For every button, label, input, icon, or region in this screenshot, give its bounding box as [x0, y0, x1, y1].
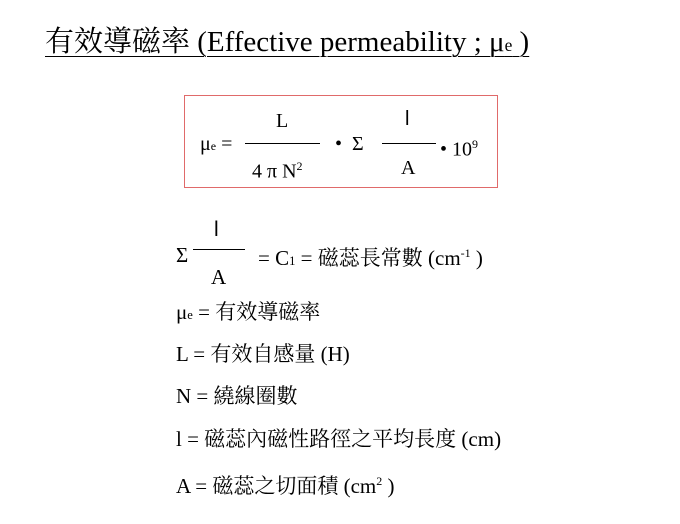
L-definition: L = 有效自感量 (H)	[176, 342, 350, 366]
sigma-def-text	[258, 240, 483, 274]
frac1-numerator: L	[276, 110, 289, 132]
c1-label: = C	[258, 246, 290, 270]
mu-def-text: = 有效導磁率	[192, 300, 321, 324]
ten-power-exponent: 9	[472, 137, 479, 151]
sigma-symbol: Σ	[352, 133, 364, 155]
mu-subscript: e	[210, 139, 217, 153]
formula-tail	[440, 133, 478, 161]
slide-title	[45, 24, 529, 63]
frac2-numerator: l	[405, 108, 410, 130]
A-def-text: A = 磁蕊之切面積 (cm	[176, 474, 377, 498]
frac1-den-exponent: 2	[296, 159, 303, 173]
A-definition	[176, 468, 395, 499]
c1-close: )	[470, 246, 483, 270]
dot-operator: •	[335, 133, 343, 155]
A-def-close: )	[382, 474, 395, 498]
N-definition: N = 繞線圈數	[176, 384, 298, 408]
frac2-bar	[382, 143, 436, 144]
cm2-exponent: 2	[376, 474, 383, 488]
c1-subscript: 1	[289, 254, 296, 268]
formula-lhs	[200, 133, 232, 157]
frac1-denominator	[252, 155, 303, 183]
mu-def-subscript: e	[187, 308, 193, 322]
cm-exponent: -1	[460, 246, 471, 260]
title-text: 有效導磁率 (Effective permeability ; μ	[45, 26, 505, 58]
title-subscript: e	[504, 35, 513, 55]
l-definition: l = 磁蕊內磁性路徑之平均長度 (cm)	[176, 427, 502, 451]
frac2-denominator: A	[401, 157, 416, 179]
sigma-def-numerator: l	[214, 218, 219, 241]
mu-def-symbol: μ	[176, 300, 188, 324]
sigma-def-bar	[193, 249, 245, 250]
mu-symbol: μ	[200, 133, 211, 155]
frac1-bar	[245, 143, 320, 144]
equals-sign: =	[216, 133, 233, 155]
c1-description: = 磁蕊長常數 (cm	[295, 246, 461, 270]
ten-power-base: • 10	[440, 138, 473, 161]
sigma-def-symbol: Σ	[176, 243, 189, 267]
mu-definition	[176, 299, 320, 328]
title-close: )	[512, 26, 530, 58]
frac1-den-text: 4 π N	[252, 160, 297, 183]
sigma-def-denominator: A	[211, 265, 227, 289]
